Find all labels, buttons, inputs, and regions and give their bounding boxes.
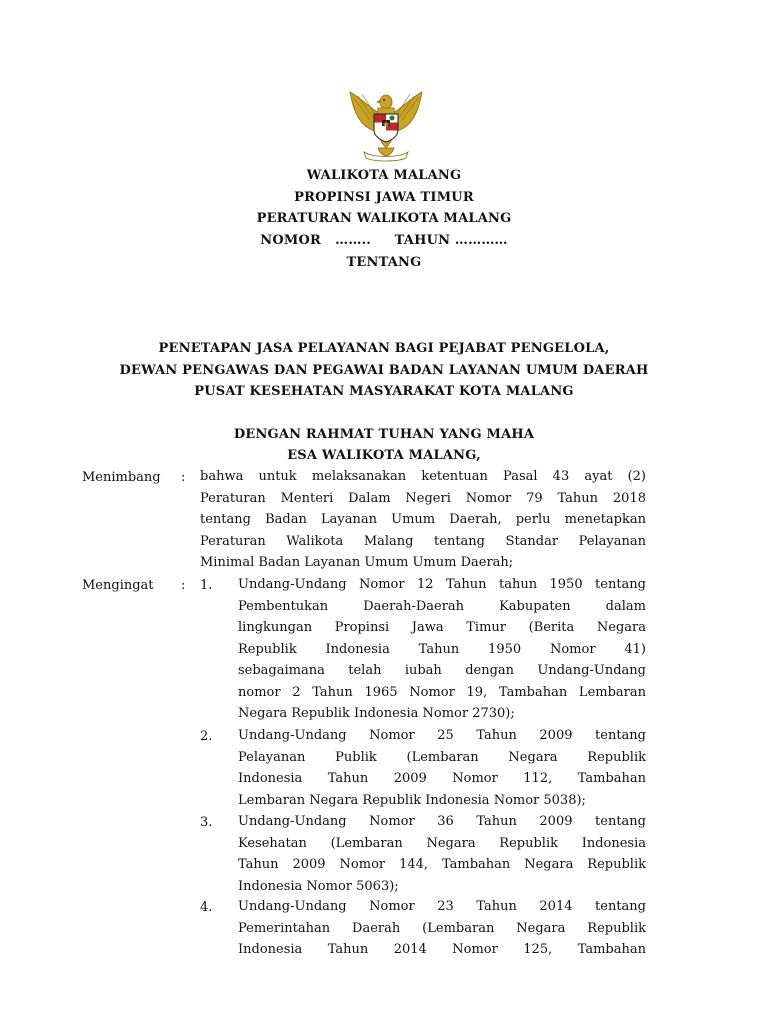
document-title-line-1: PENETAPAN JASA PELAYANAN BAGI PEJABAT PENGELOLA, — [158, 341, 610, 356]
text-line: Republik Indonesia Tahun 1950 Nomor 41) — [238, 641, 646, 657]
mengingat-colon: : — [181, 578, 186, 593]
mengingat-label: Mengingat — [82, 578, 154, 593]
text-line: Undang-Undang Nomor 12 Tahun tahun 1950 tentang — [238, 577, 646, 592]
list-item-number: 1. — [200, 578, 213, 593]
menimbang-label: Menimbang — [82, 470, 161, 485]
header-about: TENTANG — [346, 255, 422, 270]
text-line: Tahun 2009 Nomor 144, Tambahan Negara Republik — [238, 857, 646, 872]
list-item — [238, 574, 646, 725]
list-item-number: 3. — [200, 815, 213, 830]
text-line: Indonesia Tahun 2014 Nomor 125, Tambahan — [238, 942, 646, 957]
list-item — [238, 896, 646, 961]
menimbang-text — [200, 466, 646, 574]
header-number-year: NOMOR …….. TAHUN ………… — [260, 233, 508, 248]
list-item-number: 2. — [200, 729, 213, 744]
document-title-line-3: PUSAT KESEHATAN MASYARAKAT KOTA MALANG — [194, 384, 574, 399]
text-line: bahwa untuk melaksanakan ketentuan Pasal 43 ayat (2) — [200, 469, 646, 484]
text-line: Minimal Badan Layanan Umum Umum Daerah; — [200, 555, 514, 570]
header-province: PROPINSI JAWA TIMUR — [294, 190, 474, 205]
garuda-pancasila-icon — [340, 86, 432, 166]
text-line: Undang-Undang Nomor 23 Tahun 2014 tentang — [238, 899, 646, 914]
text-line: lingkungan Propinsi Jawa Timur (Berita Negara — [238, 620, 646, 635]
list-item — [238, 811, 646, 897]
document-title-line-2: DEWAN PENGAWAS DAN PEGAWAI BADAN LAYANAN UMUM DAERAH — [119, 363, 649, 378]
text-line: Peraturan Walikota Malang tentang Standar Pelayanan — [200, 533, 646, 549]
header-title: WALIKOTA MALANG — [306, 168, 462, 183]
text-line: Kesehatan (Lembaran Negara Republik Indonesia — [238, 835, 646, 851]
text-line: Lembaran Negara Republik Indonesia Nomor 5038); — [238, 792, 586, 808]
text-line: Pemerintahan Daerah (Lembaran Negara Republik — [238, 920, 646, 936]
text-line: Peraturan Menteri Dalam Negeri Nomor 79 Tahun 2018 — [200, 490, 646, 506]
text-line: Indonesia Nomor 5063); — [238, 878, 399, 894]
blessing-line-1: DENGAN RAHMAT TUHAN YANG MAHA — [233, 427, 535, 442]
menimbang-colon: : — [181, 470, 186, 485]
text-line: Negara Republik Indonesia Nomor 2730); — [238, 706, 515, 721]
text-line: Pembentukan Daerah-Daerah Kabupaten dalam — [238, 598, 646, 614]
text-line: nomor 2 Tahun 1965 Nomor 19, Tambahan Lembaran — [238, 684, 646, 700]
text-line: Indonesia Tahun 2009 Nomor 112, Tambahan — [238, 771, 646, 786]
list-item — [238, 725, 646, 811]
header-regulation: PERATURAN WALIKOTA MALANG — [256, 211, 512, 226]
text-line: Undang-Undang Nomor 36 Tahun 2009 tentang — [238, 814, 646, 829]
text-line: tentang Badan Layanan Umum Daerah, perlu menetapkan — [200, 512, 646, 527]
text-line: sebagaimana telah iubah dengan Undang-Undang — [238, 663, 646, 678]
text-line: Pelayanan Publik (Lembaran Negara Republik — [238, 749, 646, 765]
blessing-line-2: ESA WALIKOTA MALANG, — [287, 448, 481, 463]
list-item-number: 4. — [200, 900, 213, 915]
text-line: Undang-Undang Nomor 25 Tahun 2009 tentang — [238, 728, 646, 743]
